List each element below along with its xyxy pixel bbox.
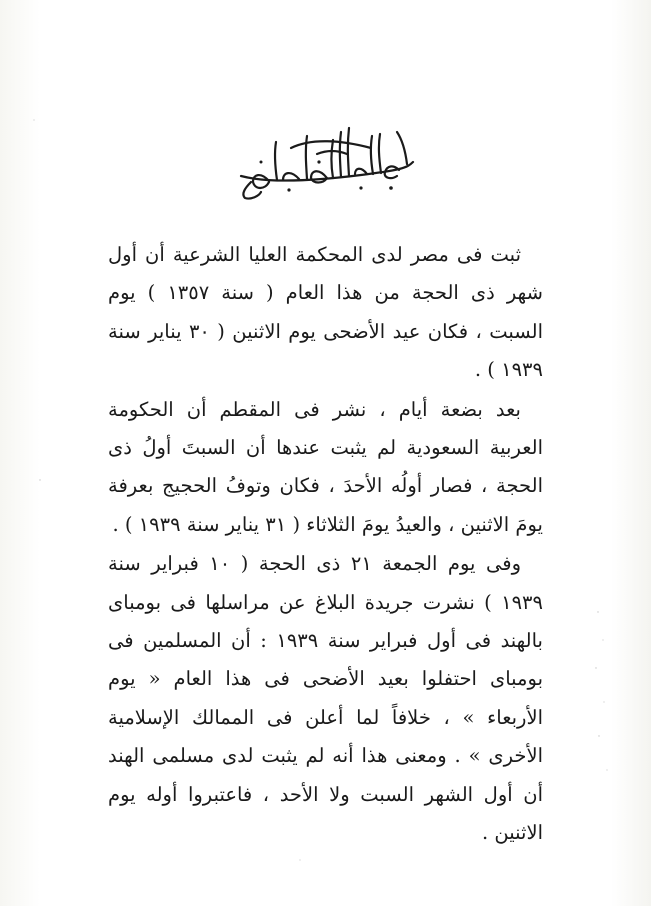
paragraph-3: وفى يوم الجمعة ٢١ ذى الحجة ( ١٠ فبراير سنة ١٩٣٩ ) نشرت جريدة البلاغ عن مراسلها فى بومباى بالهند فى أول فبراير سنة ١٩٣٩ : أن المسلمين فى بومباى احتفلوا بعيد الأضحى فى هذا العام « يوم الأربعاء » ، خلافاً لما أعلن فى الممالك الإسلامية الأخرى » . ومعنى هذا أنه لم يثبت لدى مسلمى الهند أن أول الشهر السبت ولا الأحد ، فاعتبروا أوله يوم الاثنين . (108, 552, 543, 845)
basmala-calligraphy (0, 118, 651, 202)
body-text (108, 236, 543, 853)
basmala-calligraphy-drawing (231, 118, 421, 202)
paragraph-2: بعد بضعة أيام ، نشر فى المقطم أن الحكومة العربية السعودية لم يثبت عندها أن السبتَ أولُ ذى الحجة ، فصار أولُه الأحدَ ، فكان وتوفُ الحجيج بعرفة يومَ الاثنين ، والعيدُ يومَ الثلاثاء ( ٣١ يناير سنة ١٩٣٩ ) . (108, 397, 543, 536)
paragraph-1: ثبت فى مصر لدى المحكمة العليا الشرعية أن أول شهر ذى الحجة من هذا العام ( سنة ١٣٥٧ ) يوم السبت ، فكان عيد الأضحى يوم الاثنين ( ٣٠ يناير سنة ١٩٣٩ ) . (108, 243, 544, 382)
